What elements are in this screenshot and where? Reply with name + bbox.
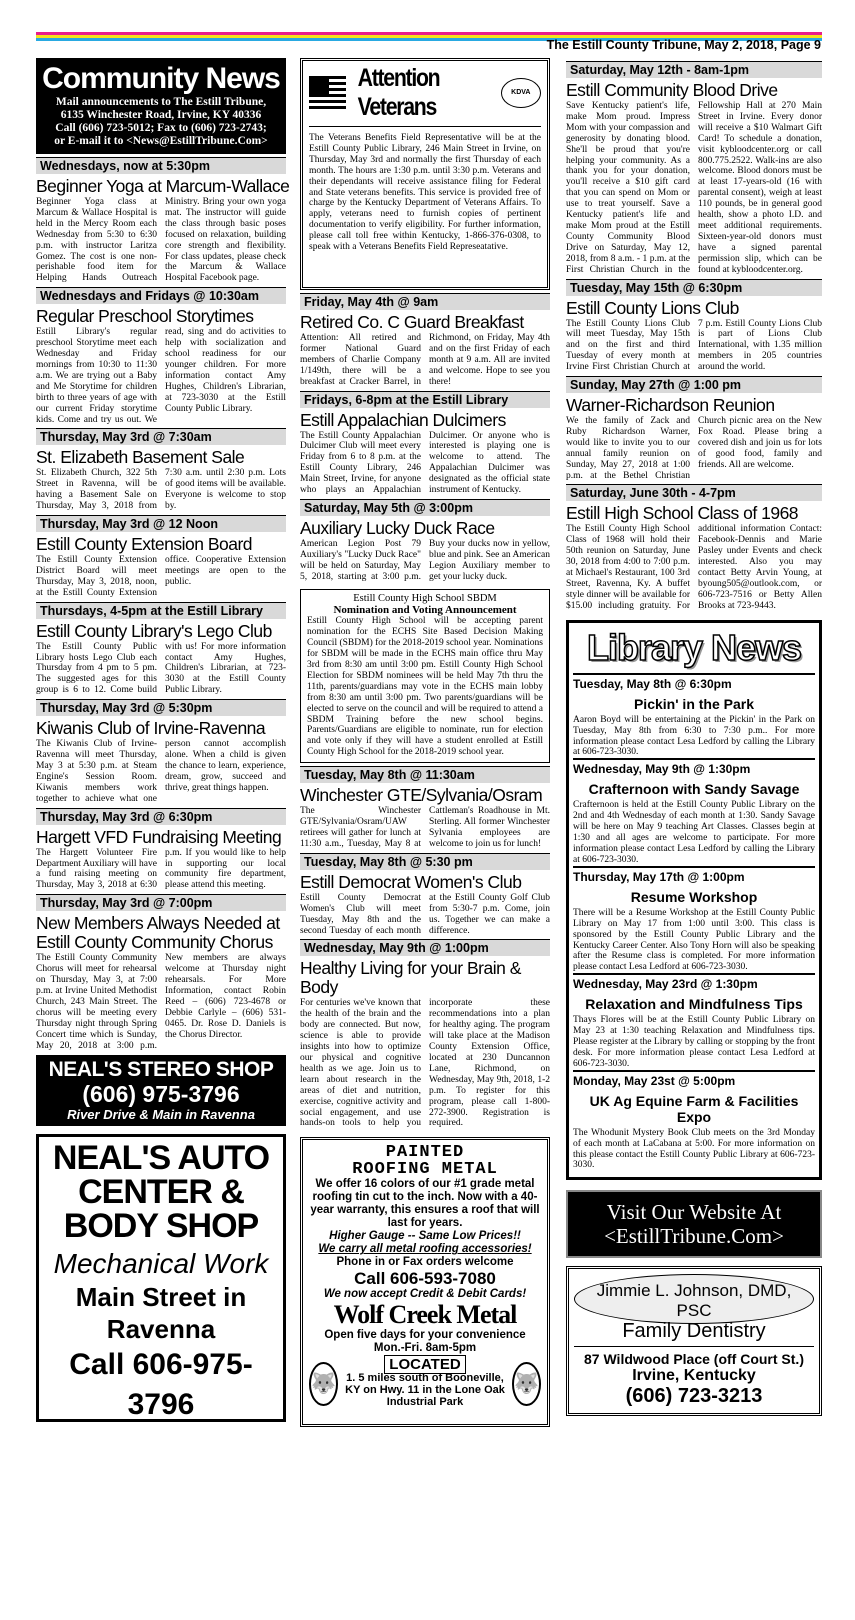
ad-line: Higher Gauge -- Same Low Prices!! [329,1230,521,1243]
dentist-ad [566,1266,822,1416]
dentist-city: Irvine, Kentucky [632,1367,756,1385]
event-headline: Estill High School Class of 1968 [566,503,799,524]
dentist-sub: Family Dentistry [574,1320,814,1347]
website-url[interactable]: <EstillTribune.Com> [604,1224,784,1249]
ad-phone: Call 606-593-7080 [354,1269,496,1289]
event-text: Aaron Boyd will be entertaining at the Pickin' in the Park on Tuesday, May 8th from 6:30 to 7:30 p.m.. For more information please contact Lesa Ledford by calling the Library at 606-723-3030. [573,714,815,758]
kdva-logo: KDVA [501,78,541,108]
wolf-icon: 🐺 [512,1362,541,1406]
event-headline: Resume Workshop [630,888,758,905]
event-date-band: Wednesdays and Fridays @ 10:30am [36,287,286,304]
event-text: The Kiwanis Club of Irvine-Ravenna will meet Thursday, May 3 at 5:30 p.m. at Steam Engine's Session Room. Kiwanis members work together to achieve what one person cannot accomplish alone. When a child is given the chance to learn, experience, dream, grow, succeed and thrive, great things happen. [36,739,286,804]
website-line: Visit Our Website At [606,1200,782,1225]
event-text: Attention: All retired and former National Guard members of Charlie Company 1/149th, there will be a breakfast at Cracker Barrel, in Richmond, on Friday, May 4th and on the first Friday of each month at 9 a.m. All are invited and welcome. Hope to see you there! [300,333,550,387]
ad-line: We now accept Credit & Debit Cards! [323,1288,527,1301]
event-text: We the family of Zack and Ruby Richardson Warner, would like to invite you to our annual family reunion on Sunday, May 27, 2018 at 1:00 p.m. at the Bethel Christian Church picnic area on the New Fox Road. Please bring a covered dish and join us for lots of good food, family and friends. All are welcome. [566,416,822,481]
ad-company: Wolf Creek Metal [333,1300,517,1330]
event-headline: Retired Co. C Guard Breakfast [300,312,524,332]
ad-location: River Drive & Main in Ravenna [67,1107,255,1123]
library-news-box [566,620,822,1181]
event-text: The Estill County Community Chorus will meet for rehearsal on Thursday, May 3, at 7:00 p.m. at Irvine United Methodist Church, 243 Main Street. The chorus will be meeting every Thursday night through Spring Concert time which is Sunday, May 20, 2018 at 3:00 p.m. New members are always welcome at Thursday night rehearsals. For More Information, contact Robin Reed – (606) 723-4678 or Debbie Carlyle – (606) 531-0465. Dr. Rose D. Daniels is the Chorus Director. [36,953,286,1051]
ad-name: NEAL'S STEREO SHOP [48,1058,274,1082]
community-line: Call (606) 723-5012; Fax to (606) 723-2743; [55,122,267,134]
event-headline: Winchester GTE/Sylvania/Osram [300,785,543,806]
dentist-address: 87 Wildwood Place (off Court St.) [584,1351,804,1368]
event-date-band: Saturday, May 12th - 8am-1pm [566,61,822,78]
sbdm-announcement [300,589,550,764]
event-headline: Estill County Lions Club [566,297,739,318]
event-headline: Relaxation and Mindfulness Tips [585,996,803,1013]
event-date-band: Thursday, May 3rd @ 12 Noon [36,515,286,532]
event-date-band: Wednesday, May 23rd @ 1:30pm [573,973,815,993]
event-date-band: Thursday, May 3rd @ 6:30pm [36,808,286,825]
event-date-band: Thursdays, 4-5pm at the Estill Library [36,602,286,619]
event-date-band: Tuesday, May 15th @ 6:30pm [566,279,822,296]
event-headline: Hargett VFD Fundraising Meeting [36,826,282,847]
event-date-band: Thursday, May 3rd @ 7:30am [36,428,286,445]
event-date-band: Tuesday, May 8th @ 5:30 pm [300,853,550,870]
wolf-icon: 🐺 [309,1362,338,1406]
event-headline: UK Ag Equine Farm & Facilities Expo [589,1092,799,1125]
event-date-band: Friday, May 4th @ 9am [300,293,550,310]
event-headline: Warner-Richardson Reunion [566,395,775,416]
library-news-title: Library News [586,626,802,668]
event-text: Beginner Yoga class at Marcum & Wallace Hospital is held in the Mercy Room each Wednesday from 5:30 to 6:30 p.m. with instructor Laritza Gomez. The cost is one non-perishable food item for Helping Hands Outreach Ministry. Bring your own yoga mat. The instructor will guide the class through basic poses focused on relaxation, building core strength and flexibility. For class updates, please check the Marcum & Wallace Hospital Facebook page. [36,197,286,284]
ad-line: Main Street in Ravenna [75,1282,247,1345]
event-headline: New Members Always Needed at Estill County Community Chorus [36,913,280,953]
event-headline: Estill County Extension Board [36,534,253,555]
event-headline: Crafternoon with Sandy Savage [588,781,800,798]
ad-phone: (606) 975-3796 [82,1081,240,1108]
event-text: Estill Library's regular preschool Storytime meet each Wednesday and Friday mornings from 10:30 to 11:30 a.m. We are trying out a Baby and Me Storytime for children birth to three years of age with our current Friday storytime kids. Come and try us out. We read, sing and do activities to help with socialization and school readiness for our younger children. For more information contact Amy Hughes, Children's Librarian, at 723-3030 at the Estill County Public Library. [36,327,286,425]
ad-line: Phone in or Fax orders welcome [336,1256,514,1269]
ad-line: We offer 16 colors of our #1 grade metal roofing tin cut to the inch. Now with a 40-year warranty, this ensures a roof that will last for years. [310,1178,540,1230]
dentist-name: Jimmie L. Johnson, DMD, PSC [574,1274,814,1324]
event-headline: Healthy Living for your Brain & Body [300,958,521,998]
ad-line: CENTER & [78,1173,244,1212]
event-headline: Auxiliary Lucky Duck Race [300,517,495,538]
community-news-box [36,58,286,154]
website-box[interactable] [566,1190,822,1258]
event-text: The Winchester GTE/Sylvania/Osram/UAW retirees will gather for lunch at 11:30 a.m., Tuesday, May 8 at Cattleman's Roadhouse in Mt. Sterling. All former Winchester Sylvania employees are welcome to join us for lunch! [300,806,550,849]
ad-line: BODY SHOP [63,1207,259,1246]
event-headline: Estill Community Blood Drive [566,80,778,100]
event-text: The Estill County Lions Club will meet Tuesday, May 15th and on the first and third Tuesday of every month at Irvine First Christian Church at 7 p.m. Estill County Lions Club is part of Lions Club International, with 1.35 million members in 205 countries around the world. [566,318,822,373]
event-text: Estill County Democrat Women's Club will meet Tuesday, May 8th and the second Tuesday of each month at the Estill County Golf Club from 5:30-7 p.m. Come, join us. Together we can make a difference. [300,892,550,936]
event-date-band: Tuesday, May 8th @ 11:30am [300,766,550,783]
community-line: 6135 Winchester Road, Irvine, KY 40336 [60,109,262,121]
ad-line: Mon.-Fri. 8am-5pm [373,1342,477,1355]
sbdm-text: Estill County High School will be accepting parent nomination for the ECHS Site Based Decision Making Council (SBDM) for the 2018-2019 school year. Nominations for SBDM will be made in the ECHS main office thru May 3rd from 8:30 am until 3:00 pm. Estill County High School Election for SBDM nominees will be held May 7th thru the 11th, parents/guardians may vote in the ECHS main lobby from 8:30 am until 3:00 pm. Two parents/guardians will be elected to serve on the council and will be required to attend a SBDM Training before the new school begins. Parents/Guardians are eligible to nominate, run for election and vote only if they will have a student enrolled at Estill County High School for the 2018-2019 school year. [307,616,543,758]
event-date-band: Wednesday, May 9th @ 1:00pm [300,939,550,956]
flag-icon [309,76,346,110]
event-date-band: Wednesdays, now at 5:30pm [36,157,286,174]
event-date-band: Monday, May 23st @ 5:00pm [573,1070,815,1090]
event-headline: Estill County Library's Lego Club [36,620,272,641]
event-headline: Estill Appalachian Dulcimers [300,409,506,430]
event-date-band: Thursday, May 3rd @ 7:00pm [36,894,286,911]
event-text: American Legion Post 79 Auxiliary's "Lucky Duck Race" will be held on Saturday, May 5, 2018, starting at 3:00 p.m. Buy your ducks now in yellow, blue and pink. See an American Legion Auxiliary member to get your lucky duck. [300,538,550,582]
event-text: St. Elizabeth Church, 322 5th Street in Ravenna, will be having a Basement Sale on Thursday, May 3, 2018 from 7:30 a.m. until 2:30 p.m. Lots of good items will be available. Everyone is welcome to stop by. [36,468,286,512]
event-headline: Estill Democrat Women's Club [300,871,522,892]
event-text: Crafternoon is held at the Estill County Public Library on the 2nd and 4th Wednesday of each month at 1:30. Sandy Savage will be here on May 9 teaching Art Classes. Classes begin at 1:30 and all ages are welcome to participate. For more information please contact Lesa Ledford by calling the Library at 606-723-3030. [573,800,815,865]
event-date-band: Saturday, May 5th @ 3:00pm [300,499,550,516]
ad-phone: Call 606-975-3796 [69,1348,253,1422]
community-news-title: Community News [42,62,280,95]
event-text: The Estill County Public Library hosts Lego Club each Thursday from 4 pm to 5 pm. The suggested ages for this group is 6 to 12. Come build with us! For more information contact Amy Hughes, Children's Librarian, at 723-3030 at the Estill County Public Library. [36,641,286,696]
event-headline: St. Elizabeth Basement Sale [36,447,245,468]
neals-auto-ad [36,1134,286,1422]
veterans-text: The Veterans Benefits Field Representative will be at the Estill County Public Library, 246 Main Street in Irvine, on Thursday, May 3rd and normally the first Thursday of each month. The hours are 1:30 p.m. until 3:30 p.m. Veterans and their dependants will receive assistance filing for Federal and State veterans benefits. This service is provided free of charge by the Kentucky Department of Veterans Affairs. To apply, veterans need to furnish copies of pertinent documentation to verify eligibility. For further information, please call toll free within Kentucky, 1-866-376-0308, to speak with a Veterans Benefits Field Represeatative. [309,133,541,253]
event-date-band: Thursday, May 17th @ 1:00pm [573,866,815,886]
event-date-band: Sunday, May 27th @ 1:00 pm [566,376,822,393]
dentist-phone: (606) 723-3213 [625,1385,763,1408]
veterans-title: Attention Veterans [357,64,440,121]
attention-veterans-box [300,58,550,290]
ad-line: NEAL'S AUTO [52,1139,270,1178]
ad-location: 1. 5 miles south of Booneville, KY on Hwy. 11 in the Lone Oak Industrial Park [345,1372,505,1409]
event-headline: Kiwanis Club of Irvine-Ravenna [36,718,266,739]
event-text: The Hargett Volunteer Fire Department Auxiliary will have a fund raising meeting on Thursday, May 3, 2018 at 6:30 p.m. If you would like to help in supporting our local community fire department, please attend this meeting. [36,847,286,891]
community-line: Mail announcements to The Estill Tribune, [55,96,267,108]
neals-stereo-ad [36,1055,286,1126]
event-headline: Beginner Yoga at Marcum-Wallace [36,176,290,196]
event-text: Thays Flores will be at the Estill County Public Library on May 23 at 1:30 teaching Relaxation and Mindfulness tips. Please register at the Library by calling or stopping by the front desk. For more information please contact Lesa Ledford at 606-723-3030. [573,1015,815,1069]
event-headline: Pickin' in the Park [633,695,755,712]
ad-line: ROOFING METAL [352,1160,498,1180]
column-2 [300,58,550,1427]
event-text: The Estill County High School Class of 1968 will hold their 50th reunion on Saturday, June 30, 2018 from 4:00 to 7:00 p.m. at Michael's Restaurant, 100 3rd Street, Ravenna, Ky. A buffet style dinner will be available for $15.00 including gratuity. For additional information Contact: Facebook-Dennis and Marie Pasley under Events and check interested. Also you may contact Betty Arvin Young, at byoung505@outlook.com, or 606-723-7516 or Betty Allen Brooks at 723-9443. [566,524,822,611]
running-head: The Estill County Tribune, May 2, 2018, Page 9 [546,38,821,52]
wolf-creek-metal-ad [300,1137,550,1427]
event-text: There will be a Resume Workshop at the Estill County Public Library on May 17 from 1:00 until 3:00. This class is sponsored by the Estill County Public Library and the Kentucky Career Center. Also Tony Horn will also be speaking after the Resume class is completed. For more information please contact Lesa Ledford at 606-723-3030. [573,907,815,973]
event-text: The Estill County Appalachian Dulcimer Club will meet every Friday from 6 to 8 p.m. at the Estill County Library, 246 Main Street, Irvine, for anyone who plays an Appalachian Dulcimer. Or anyone who is interested is playing one is welcome to attend. The Appalachian Dulcimer was designated as the official state instrument of Kentucky. [300,430,550,496]
event-text: Save Kentucky patient's life, make Mom proud. Impress Mom with your compassion and generosity by donating blood. She'll be proud that you're helping your community. As a thank you for your donation, you'll receive a $10 gift card that you can spend on Mom or use to treat yourself. Save a Kentucky patient's life and make Mom proud at the Estill County Community Blood Drive on Saturday, May 12, 2018, from 8 a.m. - 1 p.m. at the First Christian Church in the Fellowship Hall at 270 Main Street in Irvine. Every donor will receive a $10 Walmart Gift Card! To schedule a donation, visit kybloodcenter.org or call 800.775.2522. Walk-ins are also welcome. Blood donors must be at least 17-years-old (16 with parental consent), weigh at least 110 pounds, be in general good health, show a photo I.D. and meet additional requirements. Sixteen-year-old donors must have a signed parental permission slip, which can be found at kybloodcenter.org. [566,101,822,275]
event-text: The Whodunit Mystery Book Club meets on the 3rd Monday of each month at LaCabana at 5:00. For more information on this please contact the Estill County Public Library at 606-723-3030. [573,1127,815,1171]
event-date-band: Wednesday, May 9th @ 1:30pm [573,758,815,778]
event-date-band: Saturday, June 30th - 4-7pm [566,484,822,501]
event-headline: Regular Preschool Storytimes [36,306,254,327]
event-text: For centuries we've known that the health of the brain and the body are connected. But now, science is able to provide insights into how to optimize our physical and cognitive health as we age. Join us to learn about research in the areas of diet and nutrition, exercise, cognitive activity and social engagement, and use hands-on tools to help you incorporate these recommendations into a plan for healthy aging. The program will take place at the Madison County Extension Office, located at 230 Duncannon Lane, Richmond, on Wednesday, May 9th, 2018, 1-2 p.m. To register for this program, please call 1-800-272-3900. Registration is required. [300,998,550,1129]
sbdm-subtitle: Nomination and Voting Announcement [333,603,517,616]
ad-line: Mechanical Work [53,1248,269,1280]
column-3 [566,58,822,1416]
community-line: or E-mail it to <News@EstillTribune.Com> [54,135,268,147]
ad-line: We carry all metal roofing accessories! [318,1243,532,1256]
ad-line: Open five days for your convenience [324,1329,526,1342]
event-date-band: Thursday, May 3rd @ 5:30pm [36,699,286,716]
event-date-band: Fridays, 6-8pm at the Estill Library [300,391,550,408]
event-date-band: Tuesday, May 8th @ 6:30pm [573,673,815,693]
ad-located: LOCATED [384,1355,465,1374]
ad-line: PAINTED [385,1143,465,1163]
sbdm-title: Estill County High School SBDM [353,592,497,604]
column-1 [36,58,290,1422]
event-text: The Estill County Extension District Board will meet Thursday, May 3, 2018, noon, at the Estill County Extension office. Cooperative Extension meetings are open to the public. [36,555,286,598]
